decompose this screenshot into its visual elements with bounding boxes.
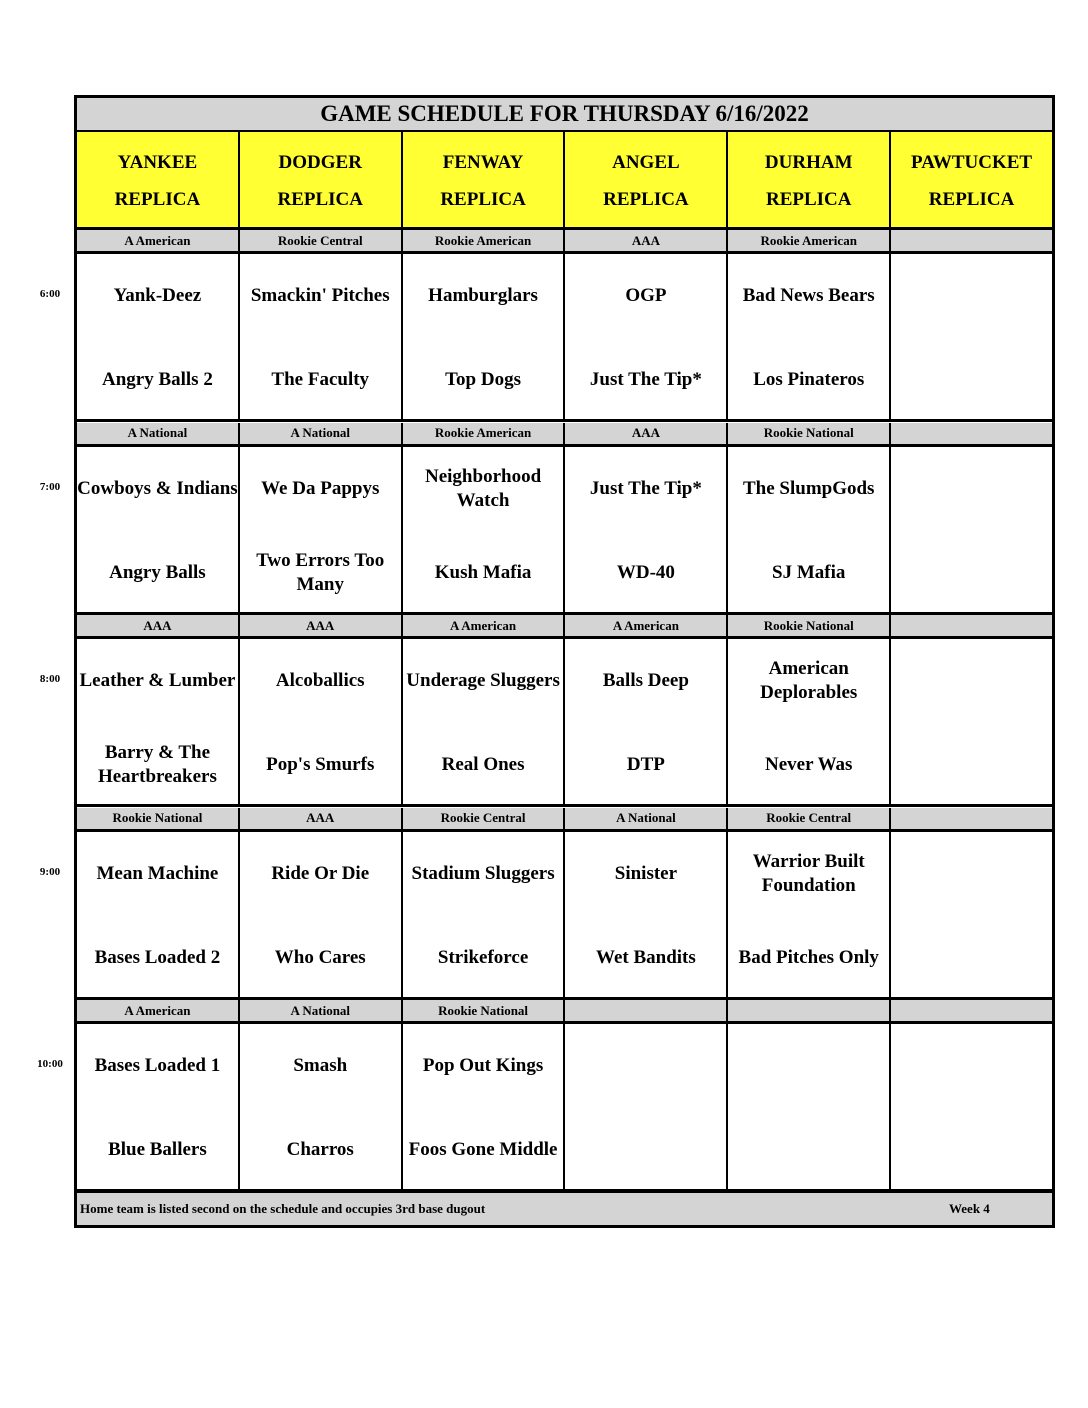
field-header-yankee <box>77 132 240 227</box>
time-label: 10:00 <box>37 1058 63 1071</box>
division-label <box>891 423 1052 444</box>
week-label: Week 4 <box>949 1201 990 1216</box>
game-cell <box>403 254 566 419</box>
games-row <box>77 832 1052 1000</box>
away-team: American Deplorables <box>760 658 858 704</box>
away-team: Alcoballics <box>275 670 365 692</box>
away-team: Warrior Built Foundation <box>752 850 865 896</box>
home-team <box>891 930 1052 986</box>
home-team: WD-40 <box>616 561 675 583</box>
game-cell <box>77 254 240 419</box>
field-subtitle: REPLICA <box>928 189 1015 210</box>
home-team: Bases Loaded 2 <box>94 946 221 968</box>
game-cell <box>240 639 403 804</box>
time-slot <box>77 1000 1052 1192</box>
game-cell <box>240 447 403 612</box>
game-cell <box>77 1024 240 1189</box>
home-team: Angry Balls <box>109 561 206 583</box>
home-team <box>891 352 1052 408</box>
game-cell <box>403 1024 566 1189</box>
away-team: Pop Out Kings <box>422 1055 544 1077</box>
division-label: A American <box>565 615 728 636</box>
games-row <box>77 1024 1052 1192</box>
schedule-title: GAME SCHEDULE FOR THURSDAY 6/16/2022 <box>77 98 1052 132</box>
division-label: AAA <box>240 808 403 829</box>
away-team <box>565 1038 726 1094</box>
away-team: Smash <box>293 1055 348 1077</box>
away-team: Neighborhood Watch <box>425 465 542 511</box>
home-team: Just The Tip* <box>589 369 702 390</box>
games-row <box>77 254 1052 422</box>
field-header-durham <box>728 132 891 227</box>
home-team: Blue Ballers <box>108 1139 207 1161</box>
field-subtitle: REPLICA <box>765 189 852 210</box>
away-team <box>891 461 1052 517</box>
home-team: Kush Mafia <box>434 561 532 583</box>
game-cell <box>891 639 1052 804</box>
away-team: Stadium Sluggers <box>411 862 555 884</box>
game-cell <box>728 447 891 612</box>
division-label: Rookie National <box>403 1000 566 1021</box>
game-cell <box>728 1024 891 1189</box>
schedule-table <box>74 95 1055 1228</box>
division-label: AAA <box>77 615 240 636</box>
game-cell <box>891 832 1052 997</box>
game-cell <box>240 832 403 997</box>
game-cell <box>565 447 728 612</box>
game-cell <box>728 832 891 997</box>
home-team: SJ Mafia <box>772 561 846 583</box>
division-label: AAA <box>565 423 728 444</box>
away-team: Bases Loaded 1 <box>94 1055 221 1077</box>
away-team: Underage Sluggers <box>406 670 560 692</box>
game-cell <box>565 1024 728 1189</box>
time-slot <box>77 615 1052 807</box>
division-label <box>565 1000 728 1021</box>
division-label: A National <box>77 423 240 444</box>
away-team: Smackin' Pitches <box>250 285 390 306</box>
division-label: Rookie Central <box>403 808 566 829</box>
time-slot <box>77 230 1052 422</box>
division-label: Rookie National <box>728 423 891 444</box>
field-subtitle: REPLICA <box>440 189 526 210</box>
away-team: Mean Machine <box>96 862 219 884</box>
time-slot <box>77 808 1052 1000</box>
away-team <box>891 653 1052 709</box>
division-label: A National <box>240 1000 403 1021</box>
away-team: Yank-Deez <box>113 285 202 306</box>
division-label: AAA <box>240 615 403 636</box>
field-subtitle: REPLICA <box>603 189 689 210</box>
home-team: The Faculty <box>271 369 370 390</box>
time-label: 6:00 <box>39 288 61 300</box>
time-label: 9:00 <box>39 865 61 878</box>
field-header-angel <box>565 132 728 227</box>
field-name: DURHAM <box>764 152 853 173</box>
footer-note: Home team is listed second on the schedule and occupies 3rd base dugout <box>80 1201 486 1216</box>
away-team: We Da Pappys <box>261 477 380 499</box>
division-label <box>891 615 1052 636</box>
field-subtitle: REPLICA <box>114 189 201 210</box>
division-label: A National <box>240 423 403 444</box>
home-team: Pop's Smurfs <box>266 754 375 776</box>
field-name: PAWTUCKET <box>911 152 1033 173</box>
division-label: Rookie Central <box>240 230 403 251</box>
home-team: DTP <box>626 754 665 776</box>
home-team <box>891 737 1052 793</box>
home-team <box>728 1122 889 1178</box>
away-team: Just The Tip* <box>589 477 702 499</box>
home-team <box>565 1122 726 1178</box>
game-cell <box>565 832 728 997</box>
away-team: Leather & Lumber <box>79 670 236 692</box>
game-cell <box>565 254 728 419</box>
division-row <box>77 1000 1052 1024</box>
division-label <box>728 1000 891 1021</box>
home-team: Angry Balls 2 <box>101 369 213 390</box>
game-cell <box>77 832 240 997</box>
away-team <box>728 1038 889 1094</box>
division-row <box>77 423 1052 447</box>
game-cell <box>77 447 240 612</box>
field-header-pawtucket <box>891 132 1052 227</box>
home-team: Real Ones <box>441 754 525 776</box>
away-team: Ride Or Die <box>271 862 370 884</box>
home-team: Two Errors Too Many <box>256 549 385 595</box>
home-team: Top Dogs <box>445 369 521 390</box>
game-cell <box>403 447 566 612</box>
division-label: AAA <box>565 230 728 251</box>
away-team: Hamburglars <box>428 285 538 306</box>
division-row <box>77 230 1052 254</box>
away-team <box>891 268 1052 324</box>
division-label: Rookie American <box>403 423 566 444</box>
time-label: 8:00 <box>39 673 61 686</box>
division-label <box>891 1000 1052 1021</box>
division-label: A American <box>77 1000 240 1021</box>
game-cell <box>891 447 1052 612</box>
home-team: Foos Gone Middle <box>408 1139 558 1161</box>
division-label: Rookie National <box>77 808 240 829</box>
away-team: OGP <box>625 285 667 306</box>
away-team <box>891 1038 1052 1094</box>
home-team: Wet Bandits <box>596 946 696 968</box>
division-label: Rookie American <box>403 230 566 251</box>
game-cell <box>240 254 403 419</box>
home-team: Los Pinateros <box>753 369 865 390</box>
field-name: YANKEE <box>117 152 198 173</box>
away-team: Bad News Bears <box>742 285 875 306</box>
division-label: A American <box>403 615 566 636</box>
game-cell <box>728 639 891 804</box>
home-team: Bad Pitches Only <box>738 946 879 968</box>
division-label: Rookie National <box>728 615 891 636</box>
game-cell <box>403 832 566 997</box>
game-cell <box>403 639 566 804</box>
game-cell <box>728 254 891 419</box>
home-team <box>891 545 1052 601</box>
division-label: A American <box>77 230 240 251</box>
home-team: Charros <box>286 1139 354 1161</box>
field-name: DODGER <box>278 152 362 173</box>
time-slot <box>77 423 1052 615</box>
field-header-fenway <box>403 132 566 227</box>
away-team: The SlumpGods <box>742 477 875 499</box>
field-header-dodger <box>240 132 403 227</box>
home-team: Who Cares <box>274 946 366 968</box>
field-header-row <box>77 132 1052 230</box>
field-subtitle: REPLICA <box>277 189 363 210</box>
away-team: Balls Deep <box>602 670 689 692</box>
game-cell <box>891 254 1052 419</box>
games-row <box>77 447 1052 615</box>
division-label: Rookie American <box>728 230 891 251</box>
division-row <box>77 808 1052 832</box>
division-label: Rookie Central <box>728 808 891 829</box>
away-team: Sinister <box>614 862 678 884</box>
field-name: ANGEL <box>612 152 680 173</box>
away-team <box>891 846 1052 902</box>
game-cell <box>891 1024 1052 1189</box>
time-label: 7:00 <box>39 480 61 493</box>
division-row <box>77 615 1052 639</box>
games-row <box>77 639 1052 807</box>
division-label <box>891 230 1052 251</box>
home-team <box>891 1122 1052 1178</box>
field-name: FENWAY <box>442 152 524 173</box>
division-label: A National <box>565 808 728 829</box>
game-cell <box>77 639 240 804</box>
division-label <box>891 808 1052 829</box>
away-team: Cowboys & Indians <box>77 477 238 499</box>
schedule-footer <box>77 1191 1052 1225</box>
home-team: Never Was <box>765 754 853 776</box>
home-team: Barry & The Heartbreakers <box>97 742 217 788</box>
game-cell <box>565 639 728 804</box>
home-team: Strikeforce <box>437 946 529 968</box>
game-cell <box>240 1024 403 1189</box>
